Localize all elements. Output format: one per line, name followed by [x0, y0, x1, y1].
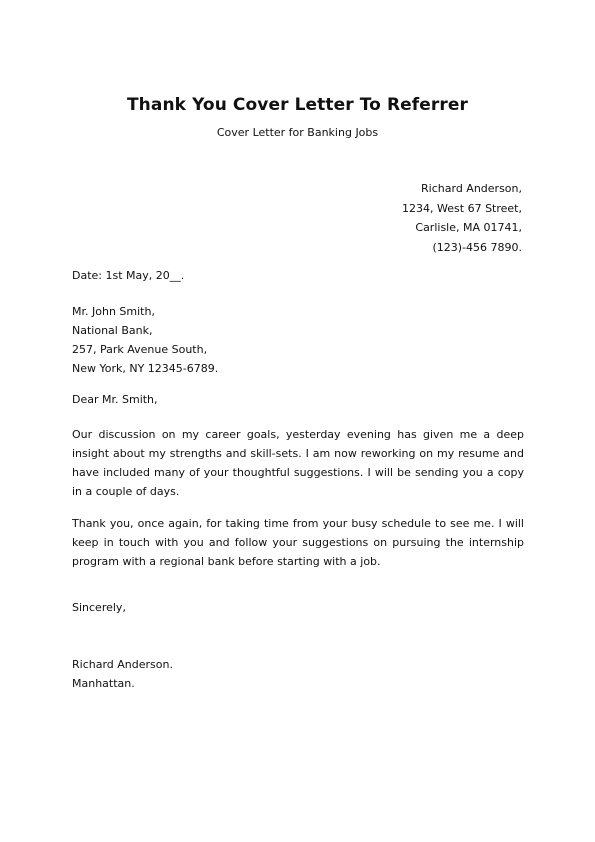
document-subtitle: Cover Letter for Banking Jobs [216, 126, 379, 139]
recipient-name: Mr. John Smith, [72, 305, 155, 318]
body-paragraph-2: Thank you, once again, for taking time from your busy schedule to see me. I will keep in touch with you and follow your suggestions on pursuing the internship program with a regional bank before starting with a job. [72, 517, 524, 568]
letter-date: Date: 1st May, 20__. [72, 269, 185, 282]
sender-phone: (123)-456 7890. [432, 240, 522, 254]
salutation: Dear Mr. Smith, [72, 393, 158, 406]
recipient-address-block [72, 302, 524, 378]
sender-name: Richard Anderson, [421, 182, 522, 195]
signature-name: Richard Anderson. [72, 658, 173, 671]
recipient-street: 257, Park Avenue South, [72, 343, 208, 356]
recipient-company: National Bank, [72, 324, 153, 337]
signature-location: Manhattan. [72, 677, 135, 690]
signature-block [72, 655, 524, 693]
sender-city: Carlisle, MA 01741, [415, 221, 522, 234]
body-paragraph-1: Our discussion on my career goals, yesterday evening has given me a deep insight about my strengths and skill-sets. I am now reworking on my resume and have included many of your thoughtful suggestions. I will be sending you a copy in a couple of days. [72, 428, 524, 498]
document-title: Thank You Cover Letter To Referrer [126, 95, 469, 115]
sender-address-block [402, 179, 522, 257]
recipient-city: New York, NY 12345-6789. [72, 362, 219, 375]
closing: Sincerely, [72, 601, 126, 614]
sender-street: 1234, West 67 Street, [402, 201, 522, 215]
